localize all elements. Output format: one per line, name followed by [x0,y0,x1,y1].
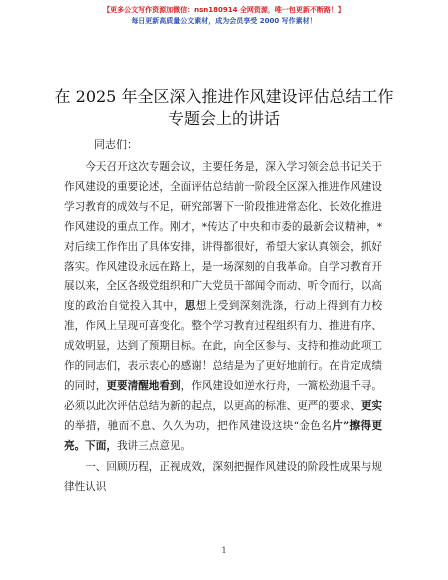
promo-line-2: 每日更新高质量公文素材，成为会员享受 2000 写作素材！ [131,17,317,25]
bold-run: 片”擦得更亮。下面， [64,419,383,452]
title-line-2: 专题会上的讲话 [167,109,280,128]
text-run: 想上受到深刻洗涤，行动上得到有力校准，作风上呈现可喜变化。整个学习教育过程组织有力、推进有序、成效明显，达到了预期目标。在此，向全区参与、支持和推动此项工作的同志们，表示衷心的感谢！总结是为了更好地前行。在肯定成绩的同时， [64,300,383,392]
page-number: 1 [221,546,227,555]
title-line-1: 在 2025 年全区深入推进作风建设评估总结工作 [54,87,394,106]
text-run: 的举措，驰而不息、久久为功，把作风建设这块“金色名 [64,419,333,432]
promo-banner [0,5,448,27]
speech-body [64,158,382,498]
text-run: 我讲三点意见。 [116,439,192,452]
text-run: 今天召开这次专题会议，主要任务是，深入学习领会总书记关于作风建设的重要论述，全面评估总结前一阶段全区深入推进作风建设学习教育的成效与不足，研究部署下一阶段推进常态化、长效化推进作风建设的重点工作。刚才，*传达了中央和市委的最新会议精神，*对后续工作作出了具体安排，讲得都很好，希望大家认真领会，抓好落实。作风建设永远在路上，是一场深刻的自我革命。自学习教育开展以来，全区各级党组织和广大党员干部闻令而动、听令而行，以高度的政治自觉投入其中， [64,161,382,313]
promo-line-1: 【更多公文写作资源加微信：nsn180914 全网资源，唯一包更新不断路！】 [103,6,345,14]
document-title [0,86,448,130]
text-run: ，作风建设如逆水行舟，一篙松劲退千寻。必须以此次评估总结为新的起点，以更高的标准、更严的要求、 [64,379,383,412]
section-heading-1: 一、回顾历程，正视成效，深刻把握作风建设的阶段性成果与规律性认识 [64,460,382,493]
bold-run: 更要清醒地看到 [106,379,181,392]
bold-run: 更实 [360,399,383,412]
salutation: 同志们： [94,138,138,151]
paragraph-intro [64,158,382,457]
bold-run: 思 [184,300,196,313]
